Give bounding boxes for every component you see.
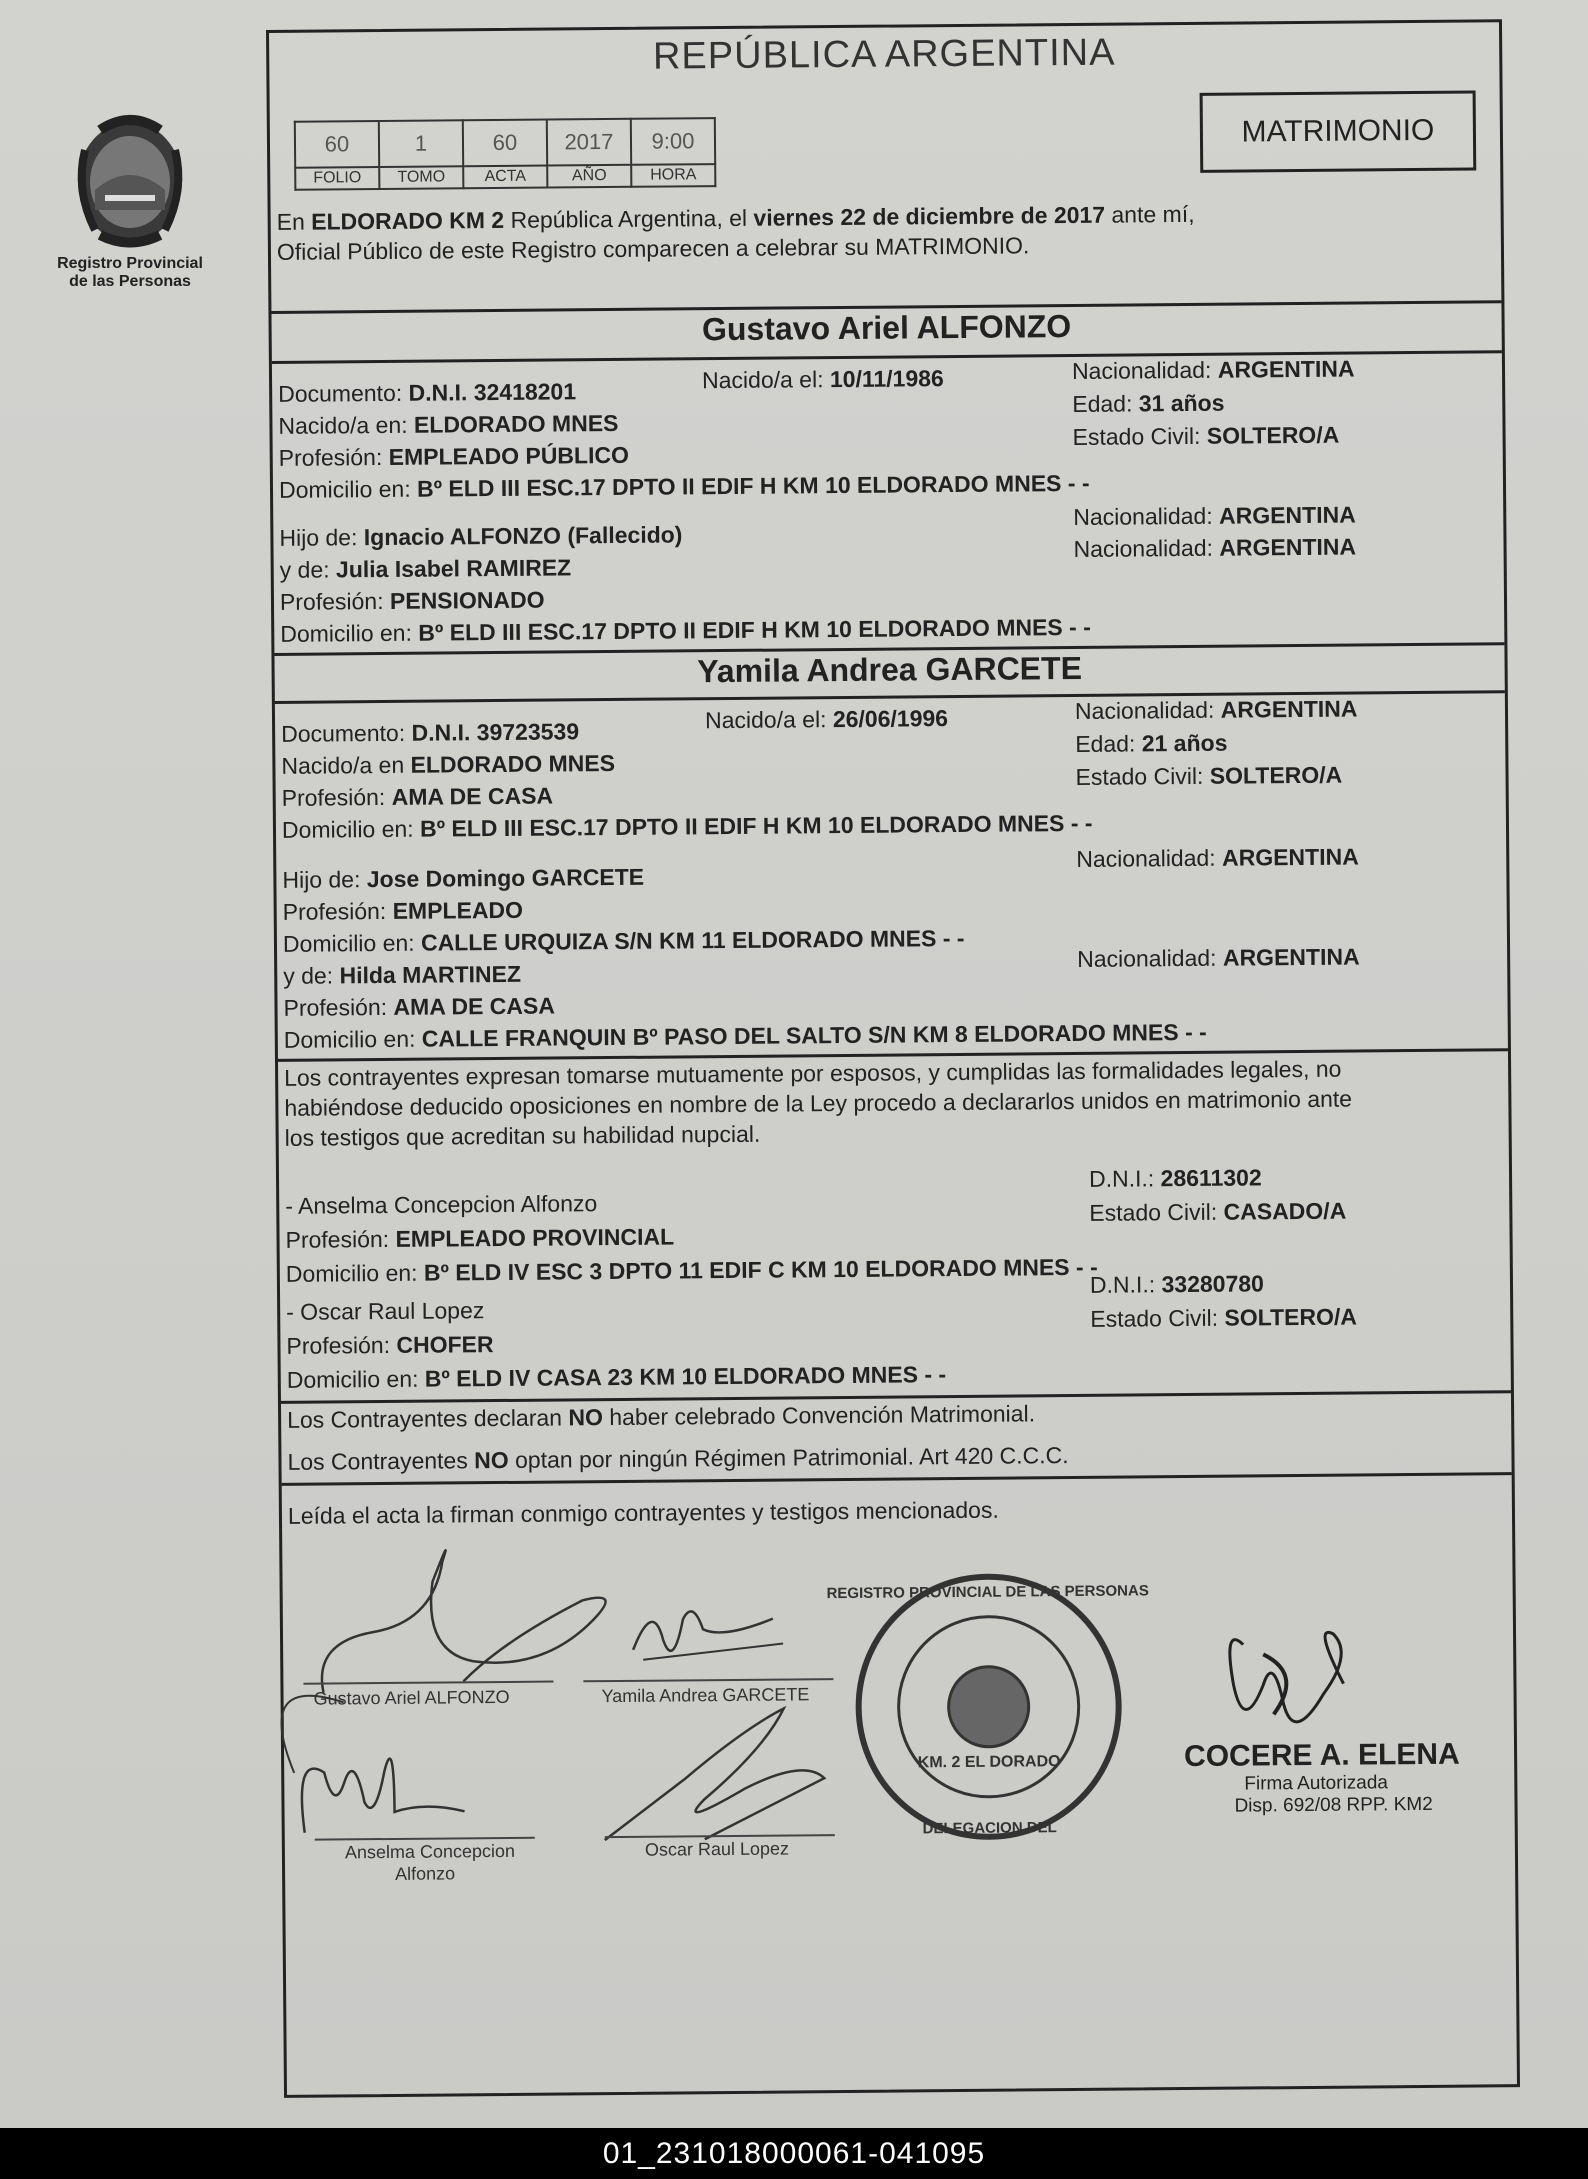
testigo1-profesion [285, 1223, 674, 1253]
value: 10/11/1986 [829, 365, 944, 393]
c2-padre-nacionalidad [1076, 843, 1359, 872]
intro-place: ELDORADO KM 2 [311, 206, 505, 235]
province-logo [40, 110, 220, 291]
logo-caption-line2: de las Personas [69, 273, 191, 290]
label: Documento: [278, 379, 403, 407]
label: Nacido/a el: [704, 706, 827, 734]
registry-seal [826, 1566, 1149, 1853]
logo-caption-line1: Registro Provincial [57, 255, 203, 272]
c2-documento [281, 718, 579, 748]
label: Domicilio en: [280, 619, 413, 647]
acta-value: 60 [463, 120, 547, 167]
label: Nacionalidad: [1071, 356, 1212, 384]
closing-text: Leída el acta la firman conmigo contrayentes y testigos mencionados. [287, 1496, 999, 1529]
value: SOLTERO/A [1209, 761, 1343, 789]
officer-disposition: Disp. 692/08 RPP. KM2 [1234, 1793, 1433, 1817]
hora-label: HORA [631, 164, 715, 187]
c2-madre-profesion [283, 993, 555, 1022]
c2-padre-domicilio [283, 925, 965, 958]
value: Bº ELD IV CASA 23 KM 10 ELDORADO MNES - - [424, 1361, 947, 1392]
officer-title: Firma Autorizada [1244, 1772, 1389, 1795]
value: Julia Isabel RAMIREZ [335, 554, 572, 583]
c1-domicilio [279, 470, 1090, 504]
value: D.N.I. 39723539 [411, 718, 580, 746]
c2-estado-civil [1075, 762, 1342, 791]
label: Nacido/a en [281, 751, 405, 779]
c2-nacionalidad [1075, 696, 1358, 725]
c2-edad [1075, 730, 1227, 758]
value: ARGENTINA [1218, 501, 1356, 529]
value: CALLE URQUIZA S/N KM 11 ELDORADO MNES - - [420, 924, 965, 956]
value: CHOFER [396, 1331, 494, 1358]
signature-yamila-icon [613, 1588, 794, 1680]
label: Profesión: [285, 1225, 390, 1253]
intro-mid: República Argentina, el [504, 204, 754, 233]
declaration-line1: Los contrayentes expresan tomarse mutuamente por esposos, y cumplidas las formalidades legales, no [284, 1055, 1342, 1091]
value: Bº ELD III ESC.17 DPTO II EDIF H KM 10 ELDORADO MNES - - [418, 613, 1091, 646]
testigo2-estado-civil [1090, 1304, 1357, 1333]
c2-profesion [282, 783, 554, 812]
label: Nacionalidad: [1073, 534, 1214, 562]
intro-line1 [277, 201, 1195, 236]
value: Ignacio ALFONZO (Fallecido) [363, 521, 683, 551]
label: Nacionalidad: [1076, 844, 1216, 872]
value: PENSIONADO [389, 586, 545, 614]
c1-nacionalidad [1072, 356, 1355, 385]
text: Los Contrayentes declaran [287, 1404, 569, 1433]
c2-nacido-el [705, 705, 948, 734]
label: Profesión: [281, 783, 386, 811]
convencion-line2 [287, 1442, 1068, 1476]
c2-madre-domicilio [284, 1019, 1207, 1054]
c1-documento [278, 378, 576, 408]
label: Domicilio en: [281, 815, 414, 843]
label: Domicilio en: [286, 1365, 419, 1393]
value: Bº ELD IV ESC 3 DPTO 11 EDIF C KM 10 ELDORADO MNES - - [423, 1253, 1098, 1286]
intro-line2: Oficial Público de este Registro comparecen a celebrar su MATRIMONIO. [276, 232, 1030, 265]
act-type-box: MATRIMONIO [1200, 90, 1477, 172]
signature-anselma-icon [284, 1711, 485, 1853]
c1-padre [279, 521, 682, 552]
anio-label: AÑO [547, 165, 631, 188]
text: optan por ningún Régimen Patrimonial. Art 420 C.C.C. [508, 1442, 1069, 1473]
c2-domicilio [282, 810, 1093, 844]
text: haber celebrado Convención Matrimonial. [602, 1400, 1036, 1431]
label: Estado Civil: [1072, 422, 1201, 450]
label: Profesión: [286, 1331, 391, 1359]
c2-nacido-en [281, 750, 615, 780]
registry-table [294, 117, 717, 191]
label: Nacionalidad: [1074, 696, 1215, 724]
label: Nacionalidad: [1077, 944, 1217, 972]
label: Edad: [1072, 390, 1133, 417]
tomo-label: TOMO [379, 166, 463, 189]
label: Estado Civil: [1090, 1304, 1219, 1332]
c1-profesion [279, 442, 629, 472]
signature-label-gustavo: Gustavo Ariel ALFONZO [313, 1686, 510, 1709]
anio-value: 2017 [547, 119, 631, 166]
c1-nacido-en [278, 410, 618, 440]
c1-madre-nacionalidad [1073, 534, 1356, 563]
value: EMPLEADO [392, 896, 524, 924]
value: 21 años [1141, 729, 1228, 757]
seal-ring-text: REGISTRO PROVINCIAL DE LAS PERSONAS [826, 1582, 1149, 1603]
value: Jose Domingo GARCETE [366, 863, 645, 893]
testigo2-name: - Oscar Raul Lopez [286, 1297, 485, 1325]
c2-padre [282, 864, 644, 894]
declaration-line2: habiéndose deducido oposiciones en nombre de la Ley procedo a declararlos unidos en matrimonio ante [284, 1085, 1353, 1121]
label: Profesión: [279, 587, 384, 615]
label: Profesión: [278, 444, 383, 471]
c1-padres-profesion [280, 587, 545, 616]
value: 31 años [1138, 389, 1225, 417]
value: ELDORADO MNES [413, 409, 619, 438]
c2-padre-profesion [283, 897, 524, 926]
signature-label-anselma-1: Anselma Concepcion [344, 1840, 516, 1863]
label: Estado Civil: [1075, 762, 1204, 790]
testigo1-estado-civil [1089, 1198, 1346, 1227]
value: 28611302 [1160, 1164, 1262, 1192]
label: Nacido/a en: [278, 411, 408, 439]
value: Hilda MARTINEZ [339, 960, 522, 989]
signature-label-yamila: Yamila Andrea GARCETE [601, 1684, 810, 1707]
file-id-footer: 01_231018000061-041095 [0, 2128, 1588, 2179]
value: 33280780 [1161, 1270, 1264, 1298]
value: SOLTERO/A [1206, 421, 1340, 449]
value: D.N.I. 32418201 [408, 378, 577, 406]
value: ARGENTINA [1221, 843, 1359, 871]
value: ARGENTINA [1220, 695, 1358, 723]
label: Domicilio en: [283, 1025, 416, 1053]
c1-padre-nacionalidad [1073, 502, 1356, 531]
label: Documento: [281, 719, 406, 747]
misiones-coat-of-arms-icon [65, 110, 195, 250]
label: Edad: [1075, 730, 1136, 757]
convencion-line1 [287, 1400, 1035, 1434]
acta-label: ACTA [463, 166, 547, 189]
value: Bº ELD III ESC.17 DPTO II EDIF H KM 10 ELDORADO MNES - - [416, 469, 1090, 502]
hora-value: 9:00 [631, 118, 715, 165]
official-stamp-icon [826, 1566, 1149, 1848]
contrayente2-name: Yamila Andrea GARCETE [697, 649, 1083, 690]
label: Profesión: [283, 993, 388, 1021]
intro-date: viernes 22 de diciembre de 2017 [753, 201, 1106, 231]
value: AMA DE CASA [393, 992, 556, 1020]
value: ARGENTINA [1219, 533, 1357, 561]
certificate-frame [266, 19, 1520, 2098]
page-title: REPÚBLICA ARGENTINA [652, 31, 1116, 78]
c2-madre-nacionalidad [1077, 943, 1360, 972]
declaration-line3: los testigos que acreditan su habilidad nupcial. [284, 1120, 761, 1151]
c1-nacido-el [702, 365, 944, 394]
folio-label: FOLIO [295, 167, 379, 190]
emphasis: NO [474, 1446, 509, 1474]
value: EMPLEADO PÚBLICO [388, 441, 630, 470]
label: Domicilio en: [282, 929, 415, 957]
label: Nacionalidad: [1073, 502, 1213, 530]
label: Nacido/a el: [701, 366, 824, 394]
seal-bottom-text: DELEGACION DEL [922, 1819, 1057, 1838]
text: Los Contrayentes [287, 1447, 475, 1475]
label: D.N.I.: [1088, 1165, 1155, 1192]
testigo2-dni [1090, 1270, 1264, 1299]
value: AMA DE CASA [391, 782, 554, 810]
c2-madre [283, 961, 521, 990]
signature-officer-icon [1183, 1623, 1384, 1755]
testigo2-profesion [286, 1331, 493, 1360]
testigo2-domicilio [287, 1361, 947, 1394]
signature-label-anselma-2: Alfonzo [395, 1863, 456, 1884]
intro-post: ante mí, [1104, 200, 1195, 228]
value: 26/06/1996 [832, 705, 949, 733]
value: ARGENTINA [1222, 943, 1360, 971]
c1-estado-civil [1072, 422, 1339, 451]
label: Hijo de: [279, 524, 358, 551]
label: y de: [279, 556, 330, 583]
c1-padres-domicilio [280, 614, 1091, 648]
label: Domicilio en: [285, 1259, 418, 1287]
signature-label-oscar: Oscar Raul Lopez [644, 1838, 790, 1860]
value: CALLE FRANQUIN Bº PASO DEL SALTO S/N KM 8 ELDORADO MNES - - [421, 1018, 1207, 1052]
value: ELDORADO MNES [410, 749, 616, 778]
seal-inner-text: KM. 2 EL DORADO [917, 1753, 1061, 1772]
label: Hijo de: [282, 866, 361, 893]
c1-edad [1072, 390, 1224, 418]
testigo1-domicilio [286, 1254, 1098, 1288]
c1-madre [280, 554, 572, 584]
label: Profesión: [282, 897, 387, 925]
officer-signature-block [1183, 1623, 1460, 1818]
value: Bº ELD III ESC.17 DPTO II EDIF H KM 10 ELDORADO MNES - - [419, 809, 1093, 842]
contrayente1-name: Gustavo Ariel ALFONZO [701, 307, 1072, 348]
folio-value: 60 [295, 121, 379, 168]
intro-pre: En [276, 208, 312, 235]
tomo-value: 1 [379, 120, 463, 167]
value: CASADO/A [1223, 1197, 1347, 1225]
testigo1-dni [1089, 1164, 1262, 1193]
value: ARGENTINA [1217, 355, 1355, 383]
label: Domicilio en: [278, 475, 411, 503]
label: y de: [283, 962, 334, 989]
officer-name: COCERE A. ELENA [1183, 1737, 1460, 1774]
value: EMPLEADO PROVINCIAL [395, 1223, 675, 1252]
label: Estado Civil: [1089, 1198, 1218, 1226]
testigo1-name: - Anselma Concepcion Alfonzo [285, 1190, 598, 1219]
label: D.N.I.: [1089, 1271, 1156, 1298]
emphasis: NO [568, 1404, 604, 1431]
value: SOLTERO/A [1224, 1303, 1358, 1331]
